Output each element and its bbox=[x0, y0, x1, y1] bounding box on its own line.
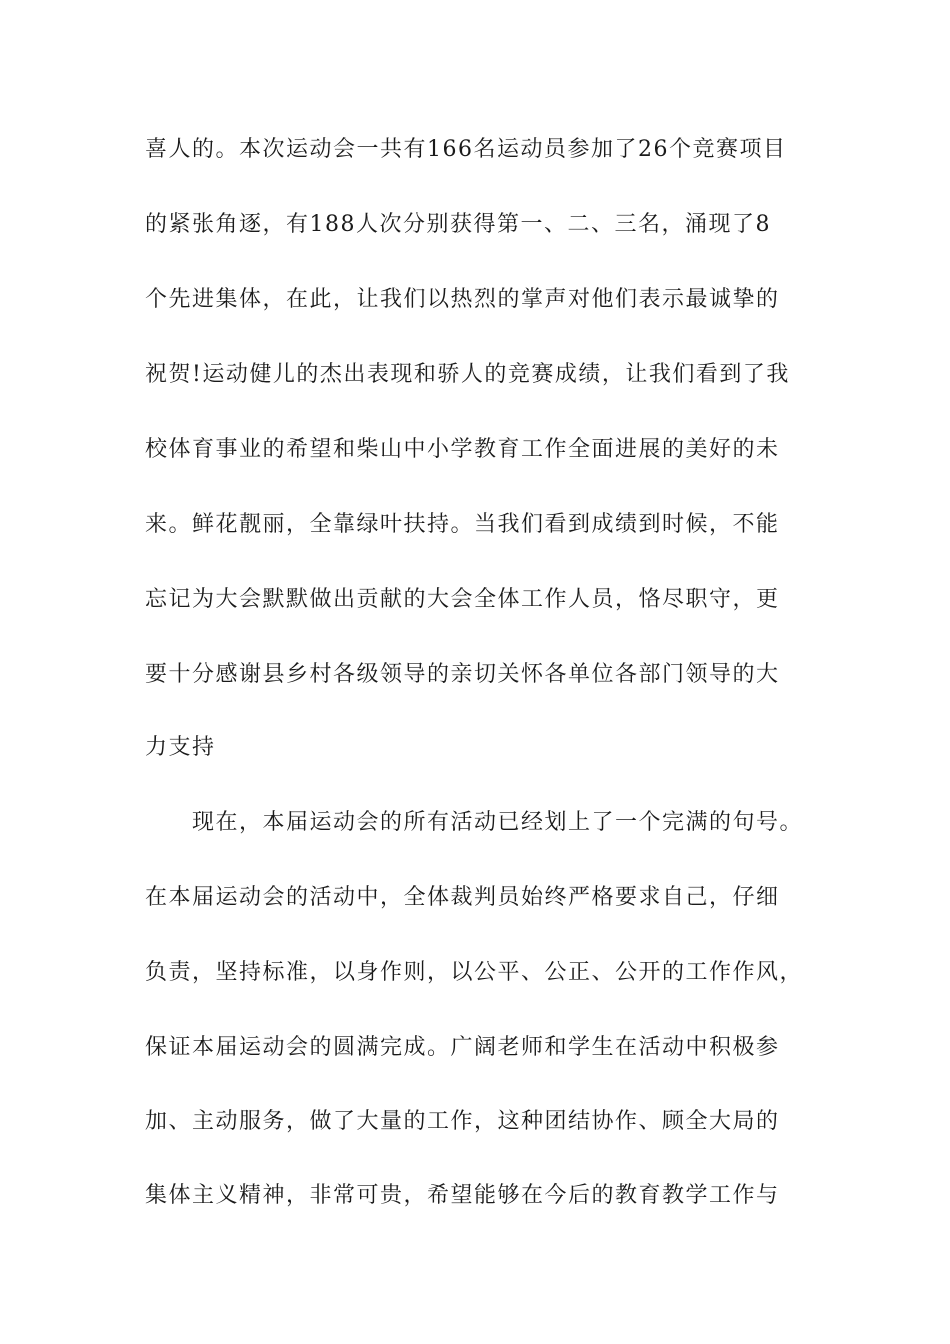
text-line: 要十分感谢县乡村各级领导的亲切关怀各单位各部门领导的大 bbox=[145, 662, 780, 687]
text-line: 力支持 bbox=[145, 735, 216, 760]
text-line: 来。鲜花靓丽，全靠绿叶扶持。当我们看到成绩到时候，不能 bbox=[145, 512, 780, 537]
text-line: 校体育事业的希望和柴山中小学教育工作全面进展的美好的未 bbox=[145, 437, 780, 462]
paragraph-first-line: 现在，本届运动会的所有活动已经划上了一个完满的句号。 bbox=[192, 810, 804, 835]
text-line: 祝贺!运动健儿的杰出表现和骄人的竞赛成绩，让我们看到了我 bbox=[145, 362, 790, 387]
text-line: 保证本届运动会的圆满完成。广阔老师和学生在活动中积极参 bbox=[145, 1035, 780, 1060]
text-line: 集体主义精神，非常可贵，希望能够在今后的教育教学工作与 bbox=[145, 1183, 780, 1208]
text-line: 在本届运动会的活动中，全体裁判员始终严格要求自己，仔细 bbox=[145, 885, 780, 910]
text-line: 忘记为大会默默做出贡献的大会全体工作人员，恪尽职守，更 bbox=[145, 587, 780, 612]
text-line: 喜人的。本次运动会一共有166名运动员参加了26个竞赛项目 bbox=[145, 137, 787, 162]
text-line: 的紧张角逐，有188人次分别获得第一、二、三名，涌现了8 bbox=[145, 212, 771, 237]
text-line: 加、主动服务，做了大量的工作，这种团结协作、顾全大局的 bbox=[145, 1109, 780, 1134]
text-line: 个先进集体，在此，让我们以热烈的掌声对他们表示最诚挚的 bbox=[145, 287, 780, 312]
text-line: 负责，坚持标准，以身作则，以公平、公正、公开的工作作风， bbox=[145, 960, 804, 985]
